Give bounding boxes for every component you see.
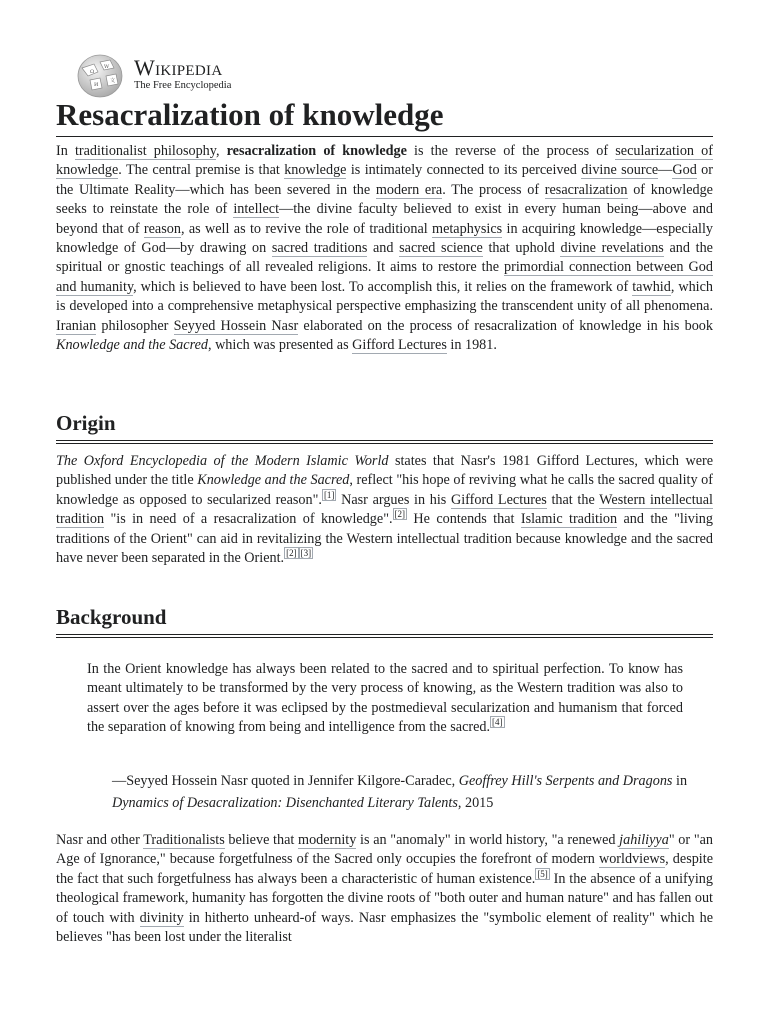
link-god[interactable]: God (672, 162, 697, 179)
link-sacred-science[interactable]: sacred science (399, 240, 483, 257)
link-modernity[interactable]: modernity (298, 832, 357, 848)
link-iranian[interactable]: Iranian (56, 317, 97, 334)
section-heading-background: Background (56, 604, 713, 638)
link-islamic-tradition[interactable]: Islamic tradition (520, 511, 618, 528)
quote-attribution: —Seyyed Hossein Nasr quoted in Jennifer Kilgore-Caradec, Geoffrey Hill's Serpents and Dragons in Dynamics of Desacralization: Disenchanted Literary Talents, 2015 (112, 773, 688, 811)
reference-2[interactable]: [2] (394, 509, 406, 520)
link-divine-revelations[interactable]: divine revelations (560, 240, 664, 257)
article-title: Resacralization of knowledge (56, 96, 713, 137)
reference-2-repeat[interactable]: [2] (286, 548, 297, 559)
reference-5[interactable]: [5] (537, 868, 548, 879)
reference-3[interactable]: [3] (300, 548, 312, 559)
link-traditionalist-philosophy[interactable]: traditionalist philosophy (74, 143, 216, 159)
reference-1[interactable]: [1] (323, 489, 335, 500)
reference-4[interactable]: [4] (492, 717, 503, 728)
link-traditionalists[interactable]: Traditionalists (143, 832, 225, 848)
wordmark-name: Wikipedia (134, 55, 223, 80)
link-gifford-lectures-origin[interactable]: Gifford Lectures (450, 491, 547, 508)
link-primordial-connection[interactable]: primordial connection between God and humanity (56, 259, 713, 295)
link-metaphysics[interactable]: metaphysics (432, 220, 503, 237)
svg-text:文: 文 (110, 78, 116, 84)
bold-term: resacralization of knowledge (226, 143, 407, 159)
link-jahiliyya[interactable]: jahiliyya (619, 832, 669, 848)
link-reason[interactable]: reason (143, 220, 181, 237)
link-modern-era[interactable]: modern era (375, 181, 443, 198)
link-gifford-lectures[interactable]: Gifford Lectures (352, 337, 447, 354)
book-title: Knowledge and the Sacred (56, 337, 208, 354)
link-divine-source[interactable]: divine source (581, 162, 659, 179)
link-sacred-traditions[interactable]: sacred traditions (271, 240, 368, 257)
svg-text:И: И (94, 82, 99, 88)
blockquote: In the Orient knowledge has always been related to the sacred and to spiritual perfection. To know has meant ultimately to be transformed by the very process of knowing, as the Western tradition was also to assert over the ages before it was eclipsed by the postmedieval secularization and humanism that forced the separation of knowing from being and intelligence from the sacred. [4] (87, 661, 683, 736)
wikipedia-globe-logo[interactable] (76, 54, 124, 98)
link-worldviews[interactable]: worldviews (598, 851, 666, 868)
link-tawhid[interactable]: tawhid (632, 278, 671, 295)
link-seyyed-hossein-nasr[interactable]: Seyyed Hossein Nasr (173, 317, 299, 334)
svg-text:Ω: Ω (90, 69, 95, 75)
svg-text:W: W (104, 64, 110, 70)
link-western-intellectual-tradition[interactable]: Western intellectual tradition (56, 491, 714, 528)
link-intellect[interactable]: intellect (233, 201, 280, 218)
background-paragraph: Nasr and other Traditionalists believe that modernity is an "anomaly" in world history, "a renewed jahiliyya" or "an Age of Ignorance," because forgetfulness of the Sacred only occupies the forefront of modern worldviews, despite the fact that such forgetfulness has always been a characteristic of human existence. [5] In the absence of a unifying theological framework, humanity has forgotten the divine roots of "both outer and human nature" and has fallen out of touch with divinity in hitherto unheard-of ways. Nasr emphasizes the "symbolic element of reality" which he believes "has been lost under the literalist (56, 832, 714, 946)
origin-paragraph: The Oxford Encyclopedia of the Modern Islamic World states that Nasr's 1981 Gifford Lectures, which were published under the title Knowledge and the Sacred, reflect "his hope of reviving what he calls the sacred quality of knowledge as opposed to secularized reason". [1] Nasr argues in his Gifford Lectures that the Western intellectual tradition "is in need of a resacralization of knowledge". [2] He contends that Islamic tradition and the "living traditions of the Orient" can aid in revitalizing the Western intellectual tradition because knowledge and the sacred have never been separated in the Orient. [2] [3] (56, 453, 714, 567)
site-wordmark[interactable] (134, 57, 231, 92)
link-knowledge[interactable]: knowledge (284, 162, 347, 179)
wordmark-tagline: The Free Encyclopedia (134, 80, 232, 91)
intro-paragraph: In traditionalist philosophy, resacralization of knowledge is the reverse of the process of secularization of knowledge. The central premise is that knowledge is intimately connected to its perceived divine source—God or the Ultimate Reality—which has been severed in the modern era. The process of resacralization of knowledge seeks to reinstate the role of intellect—the divine faculty believed to exist in every human being—above and beyond that of reason, as well as to revive the role of traditional metaphysics in acquiring knowledge—especially knowledge of God—by drawing on sacred traditions and sacred science that uphold divine revelations and the spiritual or gnostic teachings of all revealed religions. It aims to restore the primordial connection between God and humanity, which is believed to have been lost. To accomplish this, it relies on the framework of tawhid, which is developed into a comprehensive metaphysical perspective emphasizing the transcendent unity of all phenomena. Iranian philosopher Seyyed Hossein Nasr elaborated on the process of resacralization of knowledge in his book Knowledge and the Sacred, which was presented as Gifford Lectures in 1981. (56, 143, 714, 354)
link-divinity[interactable]: divinity (139, 909, 184, 926)
link-secularization-of-knowledge[interactable]: secularization of knowledge (56, 143, 713, 179)
section-heading-origin: Origin (56, 410, 713, 444)
link-resacralization[interactable]: resacralization (544, 181, 628, 198)
